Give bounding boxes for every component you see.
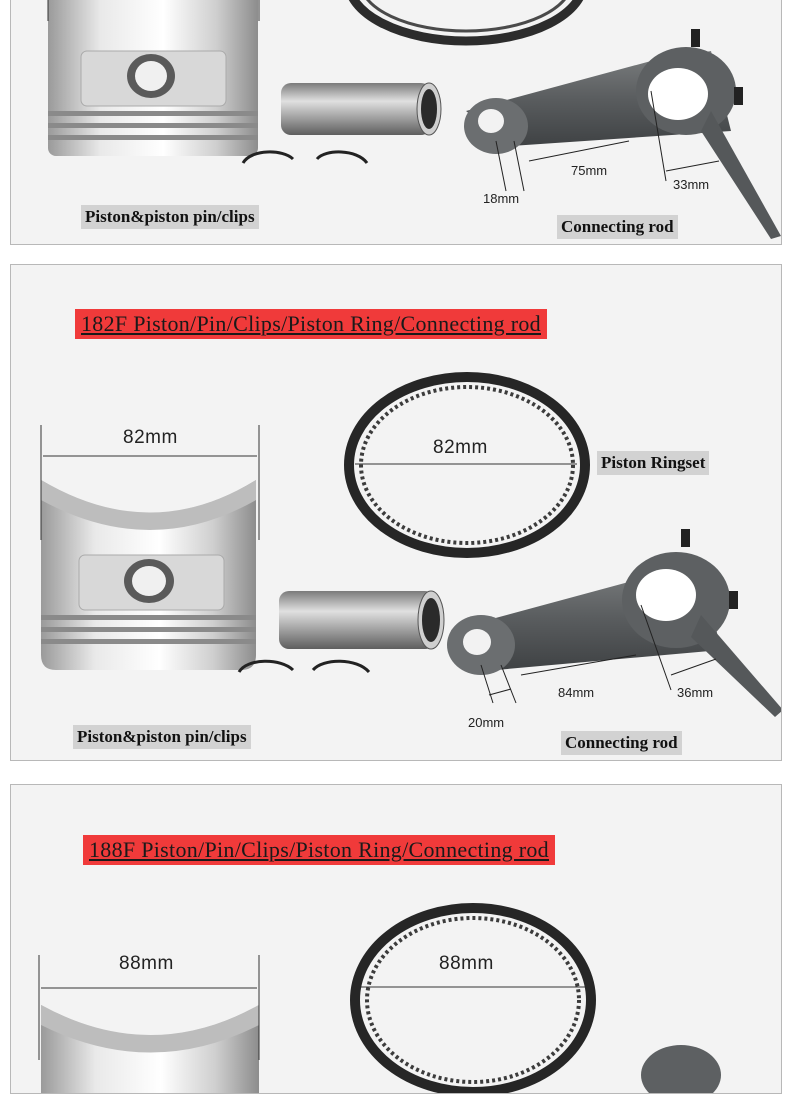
parts-illustration — [11, 265, 782, 761]
clips-image — [243, 152, 367, 163]
piston-pin-image — [279, 591, 444, 649]
ringset-label: Piston Ringset — [597, 451, 709, 475]
clips-image — [239, 661, 369, 672]
connecting-rod-image — [464, 29, 781, 239]
ring-diameter-dimension: 88mm — [439, 953, 494, 974]
rod-center-dimension: 75mm — [571, 163, 608, 178]
connecting-rod-label: Connecting rod — [561, 731, 682, 755]
piston-parts-label: Piston&piston pin/clips — [81, 205, 259, 229]
connecting-rod-image — [447, 529, 782, 717]
piston-ring-image — [355, 908, 591, 1092]
piston-image — [41, 425, 259, 670]
rod-big-end-dimension: 36mm — [677, 685, 714, 700]
rod-big-end-dimension: 33mm — [673, 177, 710, 192]
product-title-banner: 182F Piston/Pin/Clips/Piston Ring/Connecting rod — [75, 309, 547, 339]
piston-ring-image — [349, 377, 585, 553]
piston-image — [48, 0, 259, 156]
product-panel-182f — [10, 264, 782, 761]
piston-diameter-dimension: 82mm — [123, 427, 178, 448]
piston-parts-label: Piston&piston pin/clips — [73, 725, 251, 749]
rod-center-dimension: 84mm — [558, 685, 595, 700]
parts-illustration — [11, 785, 782, 1094]
piston-diameter-dimension: 88mm — [119, 953, 174, 974]
piston-pin-image — [281, 83, 441, 135]
product-title-banner: 188F Piston/Pin/Clips/Piston Ring/Connecting rod — [83, 835, 555, 865]
rod-small-end-dimension: 20mm — [468, 715, 505, 730]
rod-small-end-dimension: 18mm — [483, 191, 520, 206]
piston-ring-image — [348, 0, 584, 41]
ring-diameter-dimension: 82mm — [433, 437, 488, 458]
connecting-rod-image — [641, 1045, 721, 1094]
product-panel-top — [10, 0, 782, 245]
connecting-rod-label: Connecting rod — [557, 215, 678, 239]
piston-image — [39, 955, 259, 1094]
product-panel-188f — [10, 784, 782, 1094]
